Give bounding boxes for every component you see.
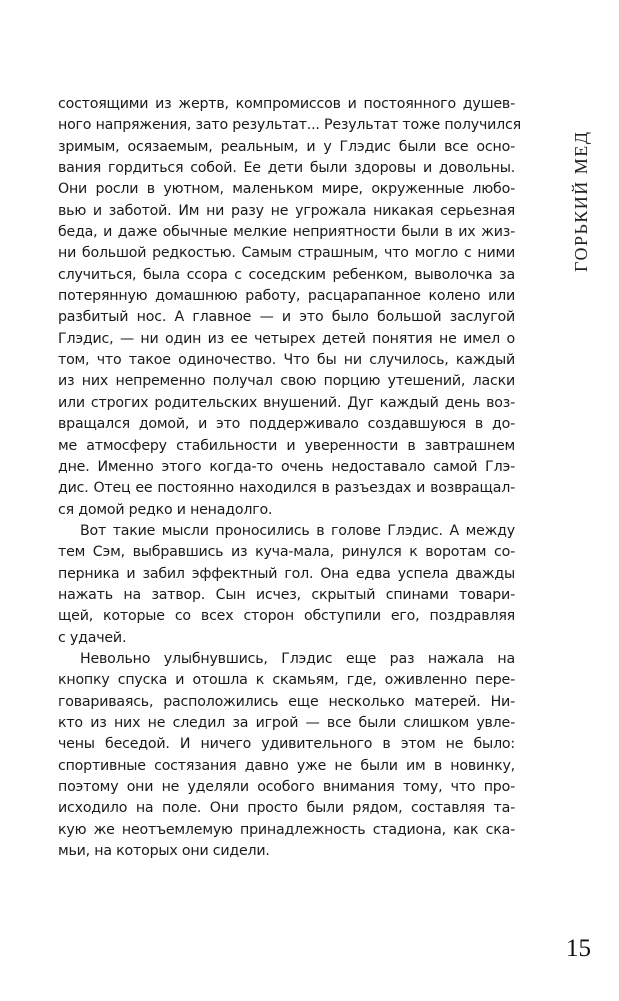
text-line: тем Сэм, выбравшись из куча-мала, ринулся к воротам со- — [58, 544, 515, 561]
text-line: из них непременно получал свою порцию утешений, ласки — [58, 373, 515, 390]
text-line: кую же неотъемлемую принадлежность стадиона, как ска- — [58, 821, 515, 838]
text-line: поэтому они не уделяли особого внимания тому, что про- — [58, 779, 515, 795]
text-line: щей, которые со всех сторон обступили его, поздравляя — [58, 608, 515, 625]
body-text — [58, 94, 521, 862]
text-line: дне. Именно этого когда-то очень недоставало самой Глэ- — [58, 458, 515, 475]
text-line: том, что такое одиночество. Что бы ни случилось, каждый — [58, 352, 515, 369]
text-line: случиться, была ссора с соседским ребенком, выволочка за — [58, 266, 515, 283]
text-line: потерянную домашнюю работу, расцарапанное колено или — [58, 288, 515, 305]
running-header: ГОРЬКИЙ МЕД — [571, 130, 591, 272]
text-line: зримым, осязаемым, реальным, и у Глэдис были все осно- — [58, 138, 515, 155]
paragraph — [58, 94, 521, 521]
paragraph — [58, 649, 515, 862]
text-line: состоящими из жертв, компромиссов и постоянного душев- — [58, 96, 515, 112]
text-line: вращался домой, и это поддерживало создавшуюся в до- — [58, 416, 515, 433]
text-line: вью и заботой. Им ни разу не угрожала никакая серьезная — [58, 202, 515, 219]
text-line: кнопку спуска и отошла к скамьям, где, оживленно пере- — [58, 672, 515, 689]
text-line: беда, и даже обычные мелкие неприятности были в их жиз- — [58, 224, 515, 241]
text-line: ме атмосферу стабильности и уверенности в завтрашнем — [58, 437, 515, 454]
text-line: или строгих родительских внушений. Дуг каждый день воз- — [58, 394, 515, 411]
text-line: Вот такие мысли проносились в голове Глэдис. А между — [80, 522, 515, 539]
text-line: вания гордиться собой. Ее дети были здоровы и довольны. — [58, 160, 515, 177]
text-line: нажать на затвор. Сын исчез, скрытый спинами товари- — [58, 586, 515, 603]
text-line: спортивные состязания давно уже не были им в новинку, — [58, 757, 515, 774]
page-number: 15 — [566, 935, 591, 962]
text-line: исходило на поле. Они просто были рядом, составляя та- — [58, 800, 515, 817]
text-line: Глэдис, — ни один из ее четырех детей понятия не имел о — [58, 330, 515, 347]
text-line: говариваясь, расположились еще несколько матерей. Ни- — [58, 693, 515, 710]
text-line: Невольно улыбнувшись, Глэдис еще раз нажала на — [80, 650, 515, 667]
text-line: ни большой редкостью. Самым страшным, что могло с ними — [58, 245, 515, 262]
text-line: мьи, на которых они сидели. — [58, 843, 270, 860]
text-line: ся домой редко и ненадолго. — [58, 501, 273, 518]
text-line: дис. Отец ее постоянно находился в разъездах и возвращал- — [58, 480, 515, 497]
text-line: перника и забил эффектный гол. Она едва успела дважды — [58, 565, 515, 582]
text-line: Они росли в уютном, маленьком мире, окруженные любо- — [58, 181, 515, 198]
text-line: чены беседой. И ничего удивительного в этом не было: — [58, 736, 515, 753]
text-line: ного напряжения, зато результат... Результат тоже получился — [58, 117, 521, 134]
text-line: с удачей. — [58, 629, 127, 646]
paragraph — [58, 521, 515, 649]
text-line: кто из них не следил за игрой — все были слишком увле- — [58, 714, 515, 731]
text-line: разбитый нос. А главное — и это было большой заслугой — [58, 309, 515, 326]
